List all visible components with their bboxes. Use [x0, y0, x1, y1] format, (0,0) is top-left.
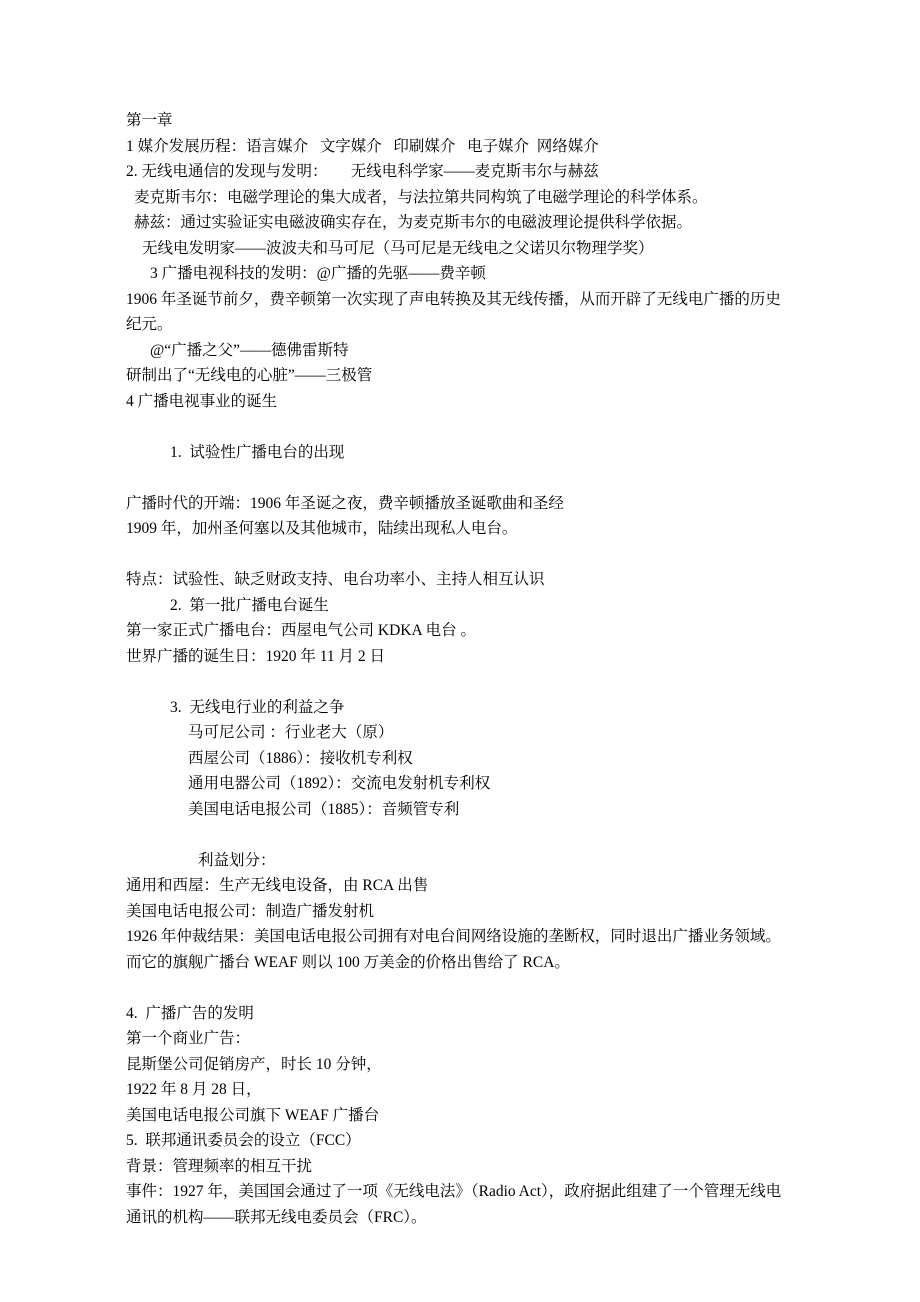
spacer-line — [126, 822, 794, 848]
text-line: 广播时代的开端：1906 年圣诞之夜，费辛顿播放圣诞歌曲和圣经 — [126, 494, 564, 512]
text-line: 赫兹：通过实验证实电磁波确实存在，为麦克斯韦尔的电磁波理论提供科学依据。 — [134, 214, 693, 231]
spacer-line — [126, 414, 794, 440]
text-line: 第一章 — [126, 112, 173, 129]
text-line: 4 广播电视事业的诞生 — [126, 392, 278, 410]
text-line: 无线电发明家——波波夫和马可尼（马可尼是无线电之父诺贝尔物理学奖） — [142, 239, 654, 257]
text-line: 世界广播的诞生日：1920 年 11 月 2 日 — [126, 647, 386, 665]
text-line: 1. 试验性广播电台的出现 — [170, 443, 345, 461]
document-body — [126, 108, 794, 1230]
text-line: 3 广播电视科技的发明：@广播的先驱——费辛顿 — [150, 265, 486, 282]
text-line: 研制出了“无线电的心脏”——三极管 — [126, 367, 373, 384]
text-line: 1906 年圣诞节前夕，费辛顿第一次实现了声电转换及其无线传播，从而开辟了无线电广播的历史纪元。 — [126, 290, 781, 333]
text-line: 麦克斯韦尔：电磁学理论的集大成者，与法拉第共同构筑了电磁学理论的科学体系。 — [134, 188, 708, 206]
text-line: 背景：管理频率的相互干扰 — [126, 1157, 313, 1175]
text-line: 通用和西屋：生产无线电设备，由 RCA 出售 — [126, 877, 429, 894]
text-line: 1926 年仲裁结果：美国电话电报公司拥有对电台间网络设施的垄断权，同时退出广播业务领域。而它的旗舰广播台 WEAF 则以 100 万美金的价格出售给了 RCA。 — [126, 928, 781, 971]
text-line: 利益划分： — [198, 851, 276, 869]
text-line: 2. 无线电通信的发现与发明： 无线电科学家——麦克斯韦尔与赫兹 — [126, 163, 599, 180]
text-line: @“广播之父”——德佛雷斯特 — [150, 341, 349, 359]
text-line: 第一家正式广播电台：西屋电气公司 KDKA 电台 。 — [126, 622, 477, 639]
spacer-line — [126, 975, 794, 1001]
text-line: 2. 第一批广播电台诞生 — [170, 596, 329, 614]
text-line: 1 媒介发展历程：语言媒介 文字媒介 印刷媒介 电子媒介 网络媒介 — [126, 137, 599, 155]
text-line: 4. 广播广告的发明 — [126, 1004, 254, 1022]
text-line: 美国电话电报公司（1885）：音频管专利 — [188, 800, 460, 818]
text-line: 美国电话电报公司：制造广播发射机 — [126, 902, 375, 920]
text-line: 第一个商业广告： — [126, 1030, 251, 1047]
text-line: 昆斯堡公司促销房产，时长 10 分钟， — [126, 1055, 382, 1073]
spacer-line — [126, 465, 794, 491]
text-line: 1909 年，加州圣何塞以及其他城市，陆续出现私人电台。 — [126, 520, 518, 537]
text-line: 3. 无线电行业的利益之争 — [170, 698, 345, 716]
text-line: 5. 联邦通讯委员会的设立（FCC） — [126, 1132, 361, 1149]
text-line: 美国电话电报公司旗下 WEAF 广播台 — [126, 1106, 380, 1124]
text-line: 通用电器公司（1892）：交流电发射机专利权 — [188, 775, 491, 792]
text-line: 1922 年 8 月 28 日， — [126, 1081, 262, 1098]
text-line: 马可尼公司 ：行业老大（原） — [188, 724, 394, 741]
spacer-line — [126, 669, 794, 695]
spacer-line — [126, 542, 794, 568]
text-line: 事件：1927 年，美国国会通过了一项《无线电法》（Radio Act），政府据此组建了一个管理无线电通讯的机构——联邦无线电委员会（FRC）。 — [126, 1183, 782, 1226]
text-line: 西屋公司（1886）：接收机专利权 — [188, 749, 413, 767]
text-line: 特点：试验性、缺乏财政支持、电台功率小、主持人相互认识 — [126, 571, 545, 588]
